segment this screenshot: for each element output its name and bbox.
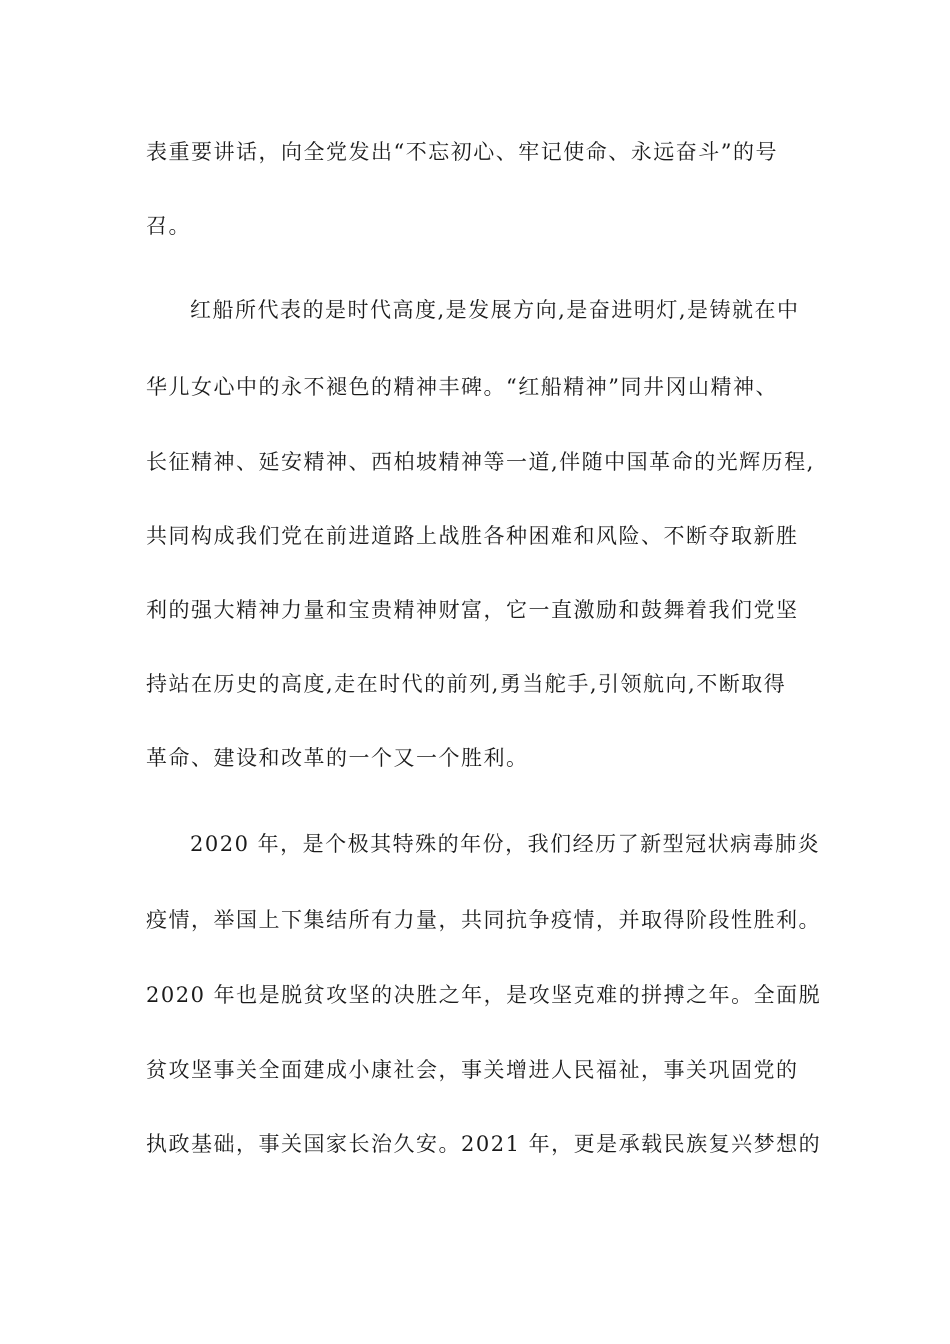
text-line: 召。 <box>146 214 191 238</box>
text-line: 利的强大精神力量和宝贵精神财富，它一直激励和鼓舞着我们党坚 <box>146 598 799 622</box>
text-line: 长征精神、延安精神、西柏坡精神等一道,伴随中国革命的光辉历程, <box>146 450 815 474</box>
text-line: 革命、建设和改革的一个又一个胜利。 <box>146 746 529 770</box>
text-line: 疫情，举国上下集结所有力量，共同抗争疫情，并取得阶段性胜利。 <box>146 908 821 932</box>
text-line: 2020 年，是个极其特殊的年份，我们经历了新型冠状病毒肺炎 <box>190 832 821 856</box>
text-line: 2020 年也是脱贫攻坚的决胜之年，是攻坚克难的拼搏之年。全面脱 <box>146 983 822 1007</box>
text-line: 持站在历史的高度,走在时代的前列,勇当舵手,引领航向,不断取得 <box>146 672 787 696</box>
text-line: 执政基础，事关国家长治久安。2021 年，更是承载民族复兴梦想的 <box>146 1132 822 1156</box>
text-line: 华儿女心中的永不褪色的精神丰碑。“红船精神”同井冈山精神、 <box>146 375 778 399</box>
text-line: 红船所代表的是时代高度,是发展方向,是奋进明灯,是铸就在中 <box>190 298 800 322</box>
text-line: 共同构成我们党在前进道路上战胜各种困难和风险、不断夺取新胜 <box>146 524 799 548</box>
text-line: 贫攻坚事关全面建成小康社会，事关增进人民福祉，事关巩固党的 <box>146 1058 799 1082</box>
text-line: 表重要讲话，向全党发出“不忘初心、牢记使命、永远奋斗”的号 <box>146 140 778 164</box>
